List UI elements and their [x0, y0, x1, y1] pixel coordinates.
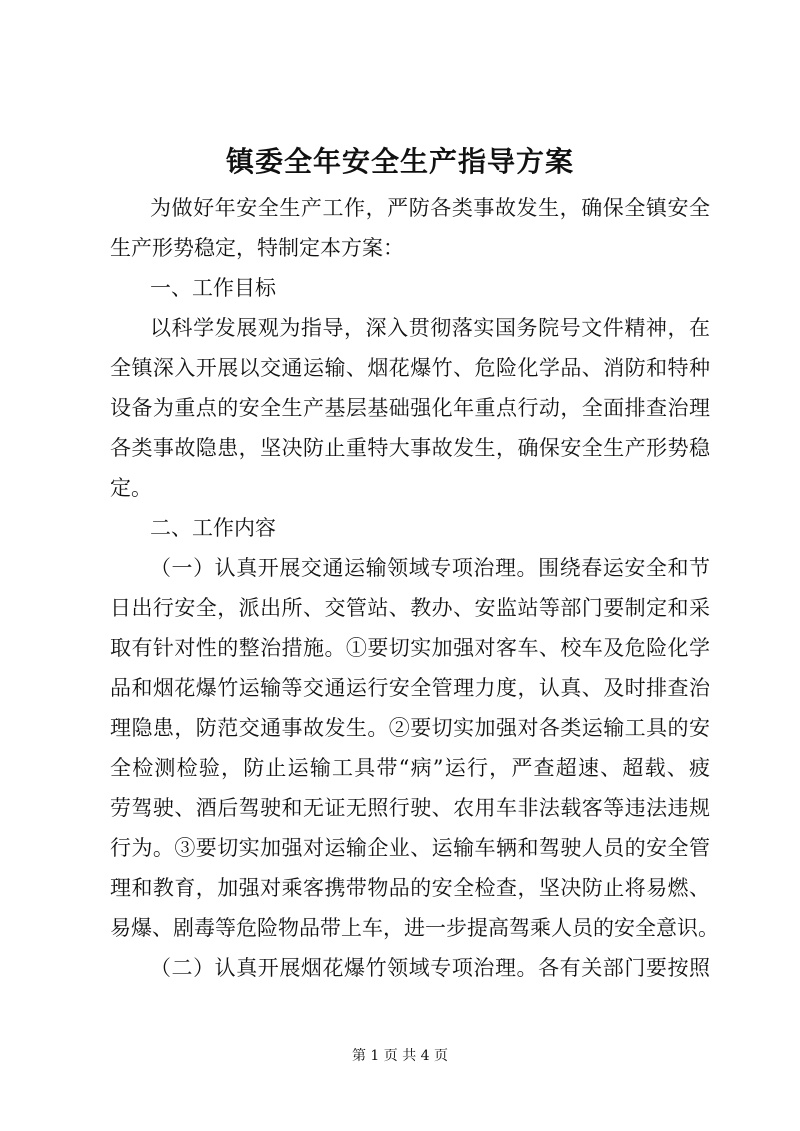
- paragraph-line: 取有针对性的整治措施。①要切实加强对客车、校车及危险化学: [110, 636, 710, 660]
- paragraph-line: 设备为重点的安全生产基层基础强化年重点行动，全面排查治理: [110, 396, 710, 420]
- paragraph-line: 为做好年安全生产工作，严防各类事故发生，确保全镇安全: [150, 196, 710, 220]
- paragraph-line: 以科学发展观为指导，深入贯彻落实国务院号文件精神，在: [150, 316, 710, 340]
- section-heading: 二、工作内容: [150, 516, 276, 540]
- page-number-footer: 第 1 页 共 4 页: [351, 1048, 449, 1064]
- paragraph-line: （一）认真开展交通运输领域专项治理。围绕春运安全和节: [150, 556, 710, 580]
- section-heading: 一、工作目标: [150, 276, 276, 300]
- paragraph-line: 易爆、剧毒等危险物品带上车，进一步提高驾乘人员的安全意识。: [110, 916, 719, 940]
- paragraph-line: 理和教育，加强对乘客携带物品的安全检查，坚决防止将易燃、: [110, 876, 710, 900]
- paragraph-line: 品和烟花爆竹运输等交通运行安全管理力度，认真、及时排查治: [110, 676, 710, 700]
- paragraph-line: 理隐患，防范交通事故发生。②要切实加强对各类运输工具的安: [110, 716, 710, 740]
- paragraph-line: 日出行安全，派出所、交管站、教办、安监站等部门要制定和采: [110, 596, 710, 620]
- paragraph-line: （二）认真开展烟花爆竹领域专项治理。各有关部门要按照: [150, 956, 710, 980]
- paragraph-line: 全检测检验，防止运输工具带“病”运行，严查超速、超载、疲: [110, 756, 710, 780]
- paragraph-line: 全镇深入开展以交通运输、烟花爆竹、危险化学品、消防和特种: [110, 356, 710, 380]
- paragraph-line: 行为。③要切实加强对运输企业、运输车辆和驾驶人员的安全管: [110, 836, 710, 860]
- paragraph-line: 定。: [110, 476, 152, 500]
- paragraph-line: 生产形势稳定，特制定本方案：: [110, 236, 404, 260]
- page-title: 镇委全年安全生产指导方案: [225, 145, 574, 178]
- paragraph-line: 各类事故隐患，坚决防止重特大事故发生，确保安全生产形势稳: [110, 436, 710, 460]
- paragraph-line: 劳驾驶、酒后驾驶和无证无照行驶、农用车非法载客等违法违规: [110, 796, 710, 820]
